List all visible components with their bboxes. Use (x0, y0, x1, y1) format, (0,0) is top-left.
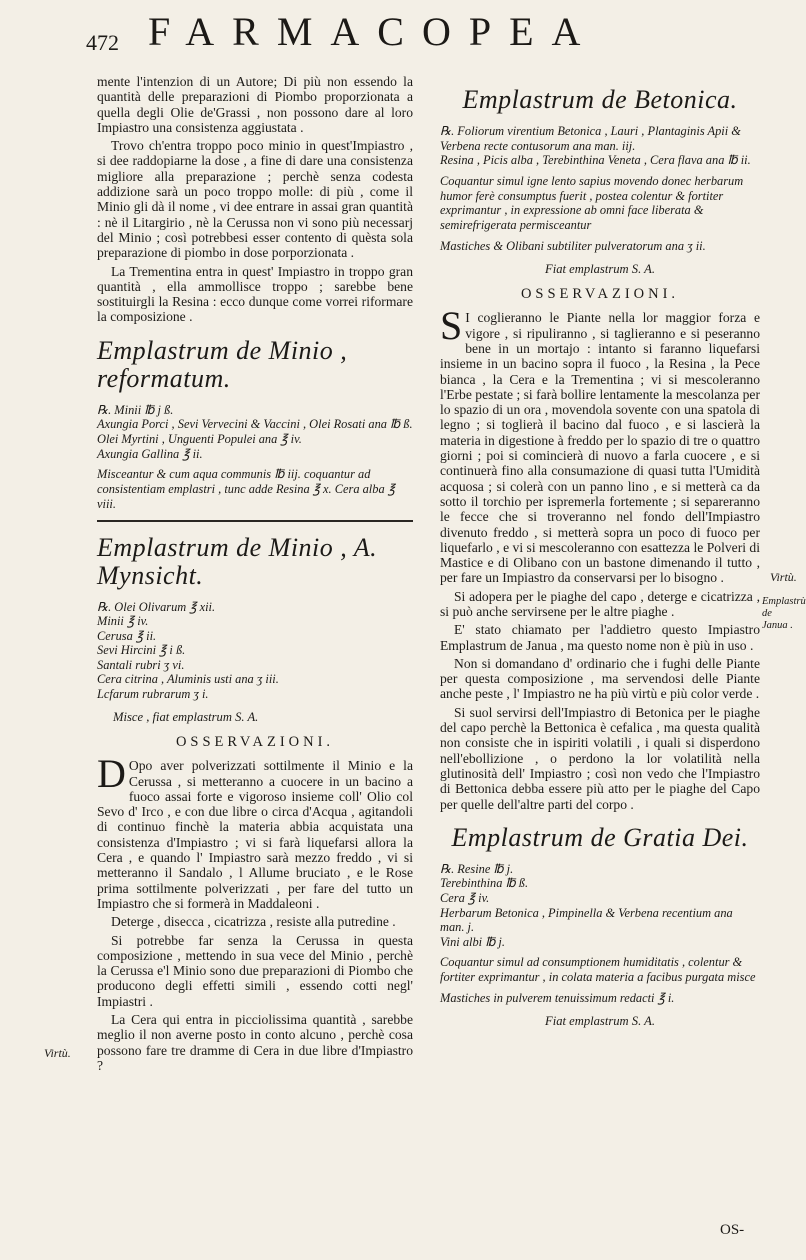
recipe-instruction: Coquantur simul ad consumptionem humiditatis , colentur & fortiter exprimantur , in colata materia a facibus purgata misce (440, 955, 756, 985)
recipe-line: ℞. Olei Olivarum ℥ xii. (97, 599, 216, 614)
recipe-line: Santali rubri ʒ vi. (97, 657, 185, 672)
paragraph: SI coglieranno le Piante nella lor maggior forza e vigore , si ripuliranno , si taglieranno e si peseranno bene in un mortajo : intanto si faranno liquefarsi insieme in un bacino sopra il fuoco , la Resina , la Pece bianca , la Cera e la Trementina ; vi si mescoleranno l'Erbe pestate ; si farà bollire lentamente la mescolanza per lo spazio di un ora , movendola sovente con una spatola di legno ; si toglierà il bacino dal fuoco , e si lascierà la materia in digestione à freddo per lo spazio di tre o quattro giorni ; poi si comincierà di nuovo a farla cuocere , e si continuerà fino alla consumazione di quasi tutta l'Umidità acquosa ; si colerà con un panno lino , e si metterà ca da sotto il torchio per ispremerla fortemente ; si separeranno le fecce che si troveranno nel fondo dell'Impiastro divenuto freddo , si metterà sopra un poco di fuoco per liquefarlo , e vi si mescoleranno con esattezza le Polveri di Mastice e di Olibano con un bastone dimenando il tutto , per fare un Impiastro da conservarsi per lo bisogno . (440, 303, 760, 586)
recipe-line: Olei Myrtini , Unguenti Populei ana ℥ iv. (97, 431, 302, 446)
paragraph: DOpo aver polverizzati sottilmente il Minio e la Cerussa , si metteranno a cuocere in un bacino a fuoco assai forte e vigoroso insieme coll' Olio col Sevo d' Irco , e con due libre o circa d'Acqua , agitandoli di continuo finchè la materia abbia acquistata una consistenza d'Impiastro ; vi si farà liquefarsi allora la Cera , e quando l' Impiastro sarà mezzo freddo , vi si metteranno il Sandalo , l Allume bruciato , e le Rose prima sottilmente polverizzati , per fare del tutto un Impiastro che si formerà in Maddaleoni . (97, 751, 413, 911)
recipe-line: Minii ℥ iv. (97, 614, 149, 629)
section-title: Emplastrum de Minio , A. Mynsicht. (97, 532, 378, 590)
right-column (440, 74, 760, 1037)
recipe-line: Lcfarum rubrarum ʒ i. (97, 687, 209, 702)
left-column (97, 74, 413, 1076)
observations-heading: OSSERVAZIONI. (175, 733, 335, 750)
recipe-line: Cerusa ℥ ii. (97, 628, 157, 643)
paragraph: La Cera qui entra in picciolissima quantità , sarebbe meglio il non averne posto in conto alcuno , perchè cosa possono fare tre dramme di Cera in due libre d'Impiastro ? (97, 1012, 413, 1073)
recipe-list (97, 403, 413, 461)
running-title: FARMACOPEA (148, 9, 599, 54)
recipe-line: ℞. Foliorum virentium Betonica , Lauri , Plantaginis Apii & Verbena recte contusorum ana man. iij. (440, 124, 741, 153)
recipe-line: Resina , Picis alba , Terebinthina Veneta , Cera flava ana ℔ ii. (440, 153, 751, 168)
recipe-list (97, 600, 413, 702)
margin-note: Emplastrù de Janua . (762, 596, 806, 631)
recipe-line: Axungia Porci , Sevi Vervecini & Vaccini , Olei Rosati ana ℔ ß. (97, 417, 413, 432)
recipe-line: ℞. Minii ℔ j ß. (97, 402, 174, 417)
section-title: Emplastrum de Gratia Dei. (451, 822, 749, 852)
paragraph: Si potrebbe far senza la Cerussa in questa composizione , mettendo in sua vece del Minio , perchè la Cerussa e'l Minio sono due preparazioni di Piombo che producono degli effetti simili , essendo cotti negl' Impiastri . (97, 932, 413, 1009)
paragraph: La Trementina entra in quest' Impiastro in troppo gran quantità , ella ammollisce troppo ; sarebbe bene sostituirgli la Resina : ecco dunque come vorrei riformare la composizione . (97, 263, 413, 325)
recipe-line: Herbarum Betonica , Pimpinella & Verbena recentium ana man. j. (440, 905, 733, 935)
paragraph: mente l'intenzion di un Autore; Di più non essendo la quantità delle preparazioni di Piombo proporzionata a quella degli Olie de'Grassi , non possono dare al loro Impiastro una consistenza aggiustata . (97, 74, 413, 135)
recipe-line: Sevi Hircini ℥ i ß. (97, 643, 186, 658)
catchword: OS- (720, 1222, 745, 1238)
paragraph: Si suol servirsi dell'Impiastro di Betonica per le piaghe del capo perchè la Bettonica è cefalica , ma questa qualità non consiste che in ispiriti volatili , i quali si disperdono nell'ebollizione , o perdono la lor volatilità nella glutinosità dell' Impiastro ; così non vedo che l'Impiastro di Bettonica debba essere più atto per le piaghe del Capo per quelle dell'altre parti del corpo . (440, 704, 760, 812)
observations-heading: OSSERVAZIONI. (520, 286, 680, 303)
recipe-list (440, 862, 760, 950)
paragraph: E' stato chiamato per l'addietro questo Impiastro Emplastrum de Janua , ma questo nome non è più in uso . (440, 622, 760, 653)
section-title: Emplastrum de Minio , reformatum. (97, 335, 348, 393)
recipe-line: Cera ℥ iv. (440, 891, 490, 906)
divider (97, 520, 413, 522)
recipe-line: Terebinthina ℔ ß. (440, 876, 529, 891)
recipe-instruction: Mastiches & Olibani subtiliter pulveratorum ana ʒ ii. (440, 238, 706, 253)
recipe-line: Cera citrina , Aluminis usti ana ʒ iii. (97, 672, 279, 687)
section-title: Emplastrum de Betonica. (462, 85, 738, 114)
paragraph: Trovo ch'entra troppo poco minio in quest'Impiastro , si dee raddopiarne la dose , a fine di dare una consistenza migliore alla preparazione ; perchè senza codesta addizione sarà un poco troppo molle: di più , come il Minio gli dà il nome , vi dee entrare in assai gran quantità : nè il Litargirio , nè la Cerussa non vi sono più necessarj del Minio ; così potrebbesi esser contento di quèsta sola preparazione di piombo in dose porporzionata . (97, 138, 413, 261)
running-head (86, 8, 776, 58)
recipe-instruction: Coquantur simul igne lento sapius movendo donec herbarum humor ferè consumptus fuerit , postea colentur & fortiter exprimantur , in expressione ab omni face liberata & semirefrigerata permisceantur (440, 173, 744, 233)
paragraph: Si adopera per le piaghe del capo , deterge e cicatrizza , si può anche servirsene per le altre piaghe . (440, 588, 760, 619)
margin-note: Virtù. (770, 570, 797, 584)
page-number: 472 (86, 30, 119, 55)
recipe-ending: Misce , fiat emplastrum S. A. (113, 709, 259, 724)
recipe-ending: Fiat emplastrum S. A. (545, 1013, 655, 1028)
recipe-line: Axungia Gallina ℥ ii. (97, 446, 203, 461)
paragraph: Deterge , disecca , cicatrizza , resiste alla putredine . (111, 914, 396, 930)
recipe-line: ℞. Resine ℔ j. (440, 861, 514, 876)
margin-note: Virtù. (44, 1046, 71, 1060)
recipe-list (440, 124, 760, 168)
recipe-ending: Fiat emplastrum S. A. (545, 261, 655, 276)
paragraph: Non si domandano d' ordinario che i fughi delle Piante per questa composizione , ma servendosi delle Piante anche peste , l' Impiastro ne ha più virtù e più color verde . (440, 655, 760, 702)
recipe-line: Vini albi ℔ j. (440, 934, 505, 949)
recipe-instruction: Mastiches in pulverem tenuissimum redacti ℥ i. (440, 991, 675, 1006)
recipe-instruction: Misceantur & cum aqua communis ℔ iij. coquantur ad consistentiam emplastri , tunc adde Resina ℥ x. Cera alba ℥ viii. (97, 467, 395, 511)
